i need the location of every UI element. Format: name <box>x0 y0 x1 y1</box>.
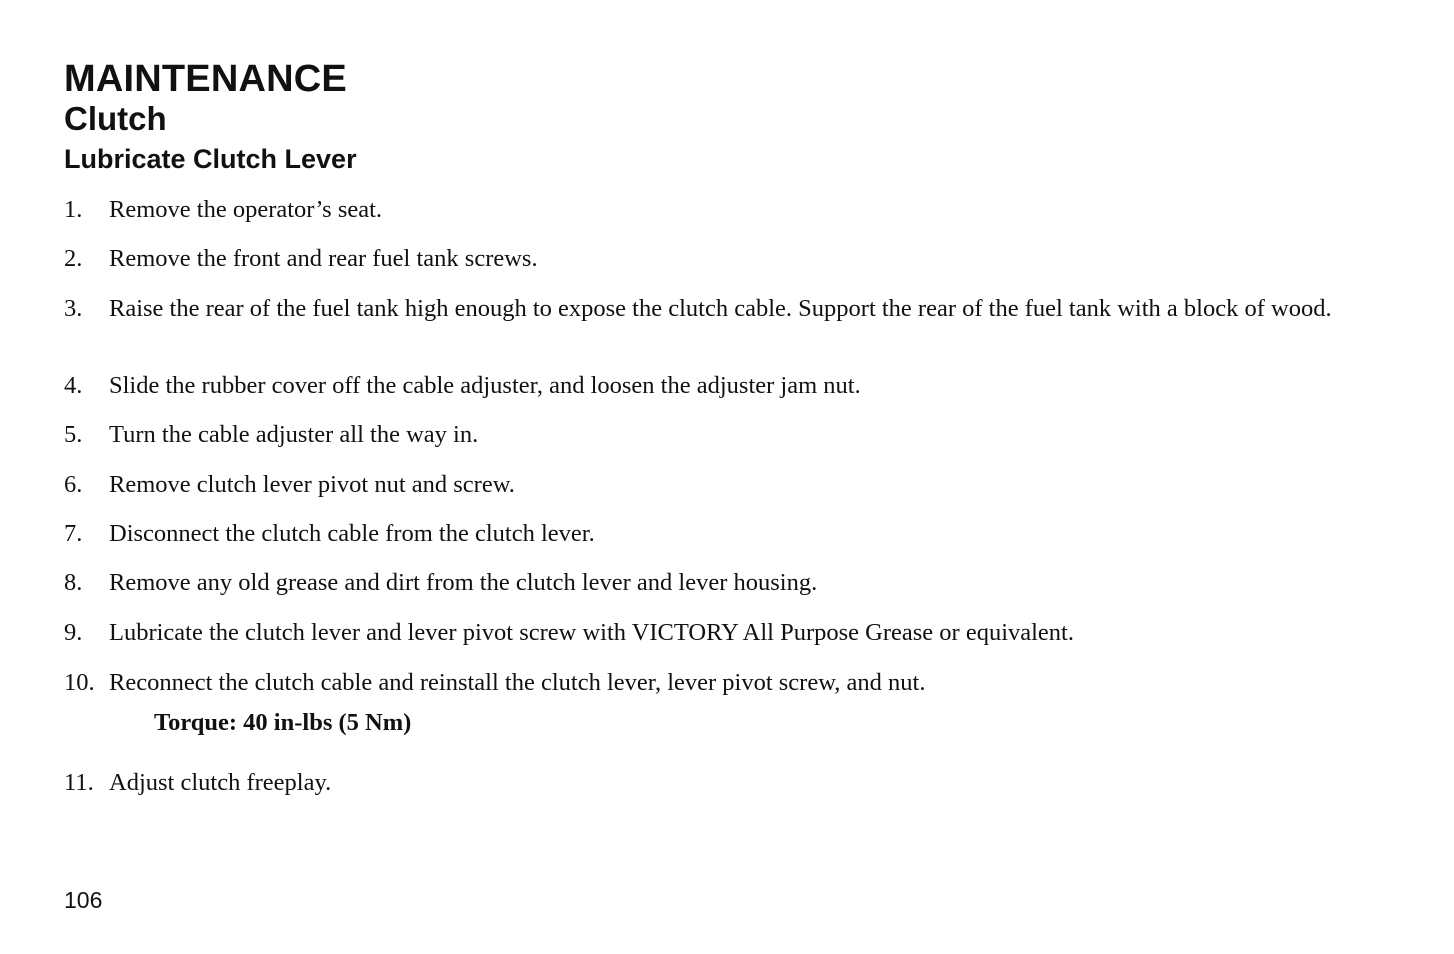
page-number: 106 <box>64 887 103 913</box>
step-text: Lubricate the clutch lever and lever pivot screw with VICTORY All Purpose Grease or equivalent. <box>109 619 1074 646</box>
step-text: Reconnect the clutch cable and reinstall the clutch lever, lever pivot screw, and nut. <box>109 669 926 696</box>
step-text: Adjust clutch freeplay. <box>109 769 332 796</box>
step-9 <box>64 619 1364 647</box>
step-number: 2. <box>64 245 83 272</box>
section-heading: MAINTENANCE <box>64 58 347 100</box>
step-text: Remove the operator’s seat. <box>109 196 383 223</box>
step-8 <box>64 569 1364 597</box>
subsection-heading: Clutch <box>64 100 167 137</box>
step-1 <box>64 196 1364 224</box>
step-text: Turn the cable adjuster all the way in. <box>109 421 479 448</box>
step-text: Slide the rubber cover off the cable adjuster, and loosen the adjuster jam nut. <box>109 372 861 399</box>
step-text: Remove clutch lever pivot nut and screw. <box>109 471 515 498</box>
step-5 <box>64 421 1364 449</box>
step-number: 10. <box>64 669 95 696</box>
step-4 <box>64 372 1364 400</box>
step-3 <box>64 295 1364 323</box>
step-7 <box>64 520 1364 548</box>
step-number: 7. <box>64 520 83 547</box>
step-text: Remove any old grease and dirt from the clutch lever and lever housing. <box>109 569 818 596</box>
torque-spec: Torque: 40 in-lbs (5 Nm) <box>154 709 412 736</box>
step-number: 1. <box>64 196 83 223</box>
step-11 <box>64 769 1364 797</box>
step-number: 5. <box>64 421 83 448</box>
step-text: Disconnect the clutch cable from the clutch lever. <box>109 520 595 547</box>
step-number: 3. <box>64 295 83 322</box>
step-number: 11. <box>64 769 94 796</box>
step-2 <box>64 245 1364 273</box>
step-text: Raise the rear of the fuel tank high enough to expose the clutch cable. Support the rear of the fuel tank with a block of wood. <box>109 295 1332 322</box>
step-number: 9. <box>64 619 83 646</box>
topic-heading: Lubricate Clutch Lever <box>64 144 357 174</box>
step-number: 4. <box>64 372 83 399</box>
step-text: Remove the front and rear fuel tank screws. <box>109 245 538 272</box>
step-number: 8. <box>64 569 83 596</box>
step-number: 6. <box>64 471 83 498</box>
step-6 <box>64 471 1364 499</box>
manual-page <box>64 0 1394 954</box>
step-10 <box>64 669 1364 697</box>
